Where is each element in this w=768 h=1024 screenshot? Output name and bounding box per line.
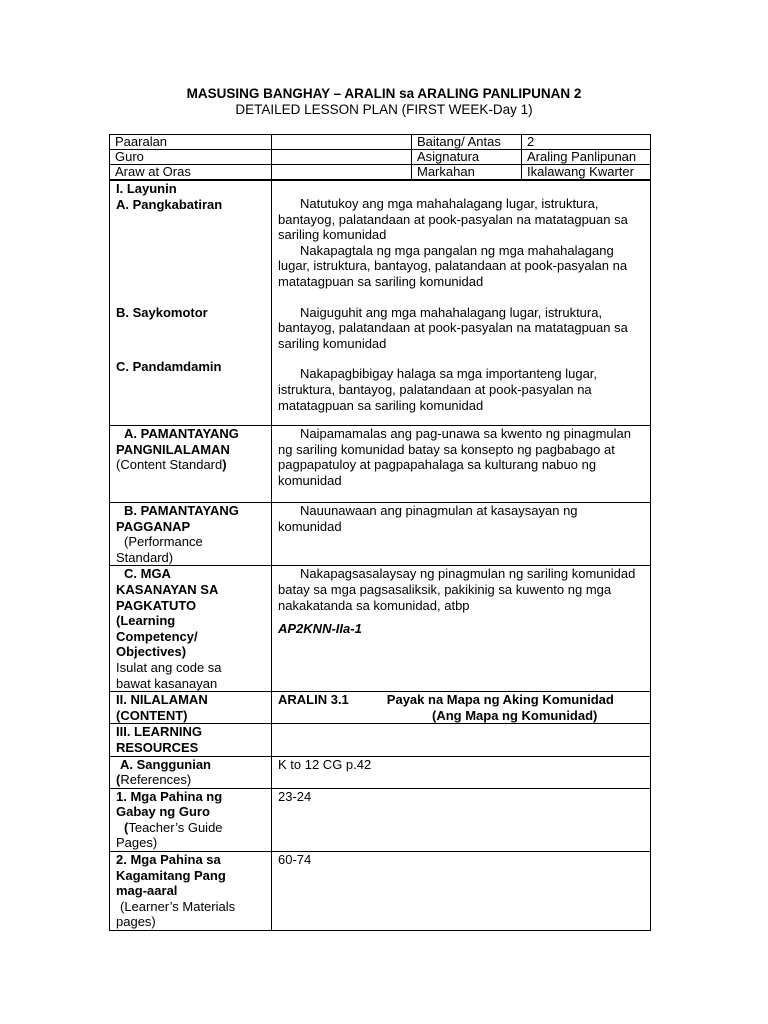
guro-pages-value: 23-24: [272, 788, 651, 851]
markahan-label: Markahan: [412, 165, 522, 180]
competency-label-8: bawat kasanayan: [116, 675, 218, 691]
competency-label-7: Isulat ang code sa: [116, 659, 222, 675]
guro-label: Guro: [110, 150, 272, 165]
lm-pages-label-1: 2. Mga Pahina sa: [116, 852, 221, 868]
table-row: [110, 181, 651, 426]
lm-pages-label-4: (Learner’s Materials: [120, 898, 236, 914]
sanggunian-label: A. Sanggunian: [120, 756, 211, 772]
competency-label-1: C. MGA: [124, 566, 171, 582]
document-title: MASUSING BANGHAY – ARALIN sa ARALING PANLIPUNAN 2: [186, 86, 582, 101]
table-row: [110, 852, 651, 931]
competency-text-cell: [272, 566, 651, 692]
nilalaman-label-cell: [110, 692, 272, 724]
pangkabatiran-text-1: Natutukoy ang mga mahahalagang lugar, istruktura, bantayog, palatandaan at pook-pasyalan na matatagpuan sa sariling komunidad: [278, 196, 628, 243]
competency-label-3: PAGKATUTO: [116, 597, 197, 613]
araw-label: Araw at Oras: [110, 165, 272, 180]
nilalaman-content-cell: [272, 692, 651, 724]
guro-value: [272, 150, 412, 165]
header-info-table: [109, 134, 651, 180]
guro-pages-label-2: Gabay ng Guro: [116, 804, 210, 820]
table-row: [110, 150, 651, 165]
performance-standard-label-2: PAGGANAP: [116, 518, 191, 534]
saykomotor-label: B. Saykomotor: [116, 305, 208, 321]
performance-standard-label-cell: [110, 503, 272, 566]
lm-pages-label-2: Kagamitang Pang: [116, 867, 226, 883]
sanggunian-value: K to 12 CG p.42: [272, 756, 651, 788]
sanggunian-label-cell: [110, 756, 272, 788]
pandamdamin-text: Nakapagbibigay halaga sa mga importanteng lugar, istruktura, bantayog, palatandaan at pook-pasyalan na matatagpuan sa sariling komunidad: [278, 366, 598, 413]
aralin-number: ARALIN 3.1: [278, 692, 349, 708]
asignatura-label: Asignatura: [412, 150, 522, 165]
paaralan-value: [272, 135, 412, 150]
content-standard-label-1: A. PAMANTAYANG: [124, 426, 239, 441]
lm-pages-label-cell: [110, 852, 272, 931]
guro-pages-label-4: Pages): [116, 835, 158, 851]
lm-pages-label-3: mag-aaral: [116, 883, 178, 899]
competency-label-5: Competency/: [116, 628, 198, 644]
competency-label-2: KASANAYAN SA: [116, 581, 219, 597]
sanggunian-sub: (References): [116, 772, 192, 788]
guro-pages-label-cell: [110, 788, 272, 851]
content-standard-text-cell: [272, 426, 651, 503]
layunin-heading: I. Layunin: [116, 181, 177, 196]
performance-standard-label-3: (Performance: [124, 534, 203, 550]
lesson-plan-table: [109, 180, 651, 931]
competency-label-cell: [110, 566, 272, 692]
lm-pages-label-5: pages): [116, 914, 156, 930]
asignatura-value: Araling Panlipunan: [522, 150, 651, 165]
table-row: [110, 788, 651, 851]
araw-value: [272, 165, 412, 180]
table-row: [110, 756, 651, 788]
pandamdamin-label: C. Pandamdamin: [116, 358, 222, 374]
paaralan-label: Paaralan: [110, 135, 272, 150]
resources-empty-cell: [272, 724, 651, 756]
table-row: [110, 724, 651, 756]
content-standard-text: Naipamamalas ang pag-unawa sa kwento ng pinagmulan ng sariling komunidad batay sa konsepto ng pagbabago at pagpapatuloy at pagpapahalaga sa kulturang nabuo ng komunidad: [278, 426, 631, 488]
layunin-content-cell: [272, 181, 651, 426]
performance-standard-label-4: Standard): [116, 549, 174, 565]
aralin-subtitle: (Ang Mapa ng Komunidad): [432, 707, 598, 723]
guro-pages-label-1: 1. Mga Pahina ng: [116, 788, 223, 804]
resources-label-1: III. LEARNING: [116, 724, 202, 740]
pangkabatiran-label: A. Pangkabatiran: [116, 196, 223, 212]
competency-label-6: Objectives): [116, 644, 187, 660]
markahan-value: Ikalawang Kwarter: [522, 165, 651, 180]
competency-label-4: (Learning: [116, 613, 176, 629]
table-row: [110, 566, 651, 692]
competency-text: Nakapagsasalaysay ng pinagmulan ng sariling komunidad batay sa mga pagsasaliksik, pakikinig sa kuwento ng mga nakakatanda sa komunidad, atbp: [278, 566, 636, 613]
table-row: [110, 165, 651, 180]
content-standard-label-2: PANGNILALAMAN: [116, 441, 230, 457]
table-row: [110, 135, 651, 150]
layunin-label-cell: [110, 181, 272, 426]
resources-label-2: RESOURCES: [116, 739, 199, 755]
aralin-title: Payak na Mapa ng Aking Komunidad: [386, 692, 614, 708]
performance-standard-text: Nauunawaan ang pinagmulan at kasaysayan ng komunidad: [278, 503, 578, 534]
table-row: [110, 503, 651, 566]
guro-pages-label-3: (Teacher’s Guide: [124, 819, 223, 835]
table-row: [110, 426, 651, 503]
baitang-value: 2: [522, 135, 651, 150]
saykomotor-text: Naiguguhit ang mga mahahalagang lugar, istruktura, bantayog, palatandaan at pook-pasyalan na matatagpuan sa sariling komunidad: [278, 304, 628, 351]
lm-pages-value: 60-74: [272, 852, 651, 931]
baitang-label: Baitang/ Antas: [412, 135, 522, 150]
performance-standard-text-cell: [272, 503, 651, 566]
performance-standard-label-1: B. PAMANTAYANG: [124, 503, 239, 518]
content-standard-label-3: (Content Standard): [116, 457, 227, 473]
competency-code: AP2KNN-IIa-1: [278, 621, 362, 637]
table-row: [110, 692, 651, 724]
nilalaman-label-2: (CONTENT): [116, 707, 188, 723]
resources-label-cell: [110, 724, 272, 756]
pangkabatiran-text-2: Nakapagtala ng mga pangalan ng mga mahahalagang lugar, istruktura, bantayog, palatandaan at pook-pasyalan na matatagpuan sa sariling komunidad: [278, 242, 628, 289]
document-subtitle: DETAILED LESSON PLAN (FIRST WEEK-Day 1): [235, 102, 533, 117]
content-standard-label-cell: [110, 426, 272, 503]
nilalaman-label-1: II. NILALAMAN: [116, 692, 208, 708]
